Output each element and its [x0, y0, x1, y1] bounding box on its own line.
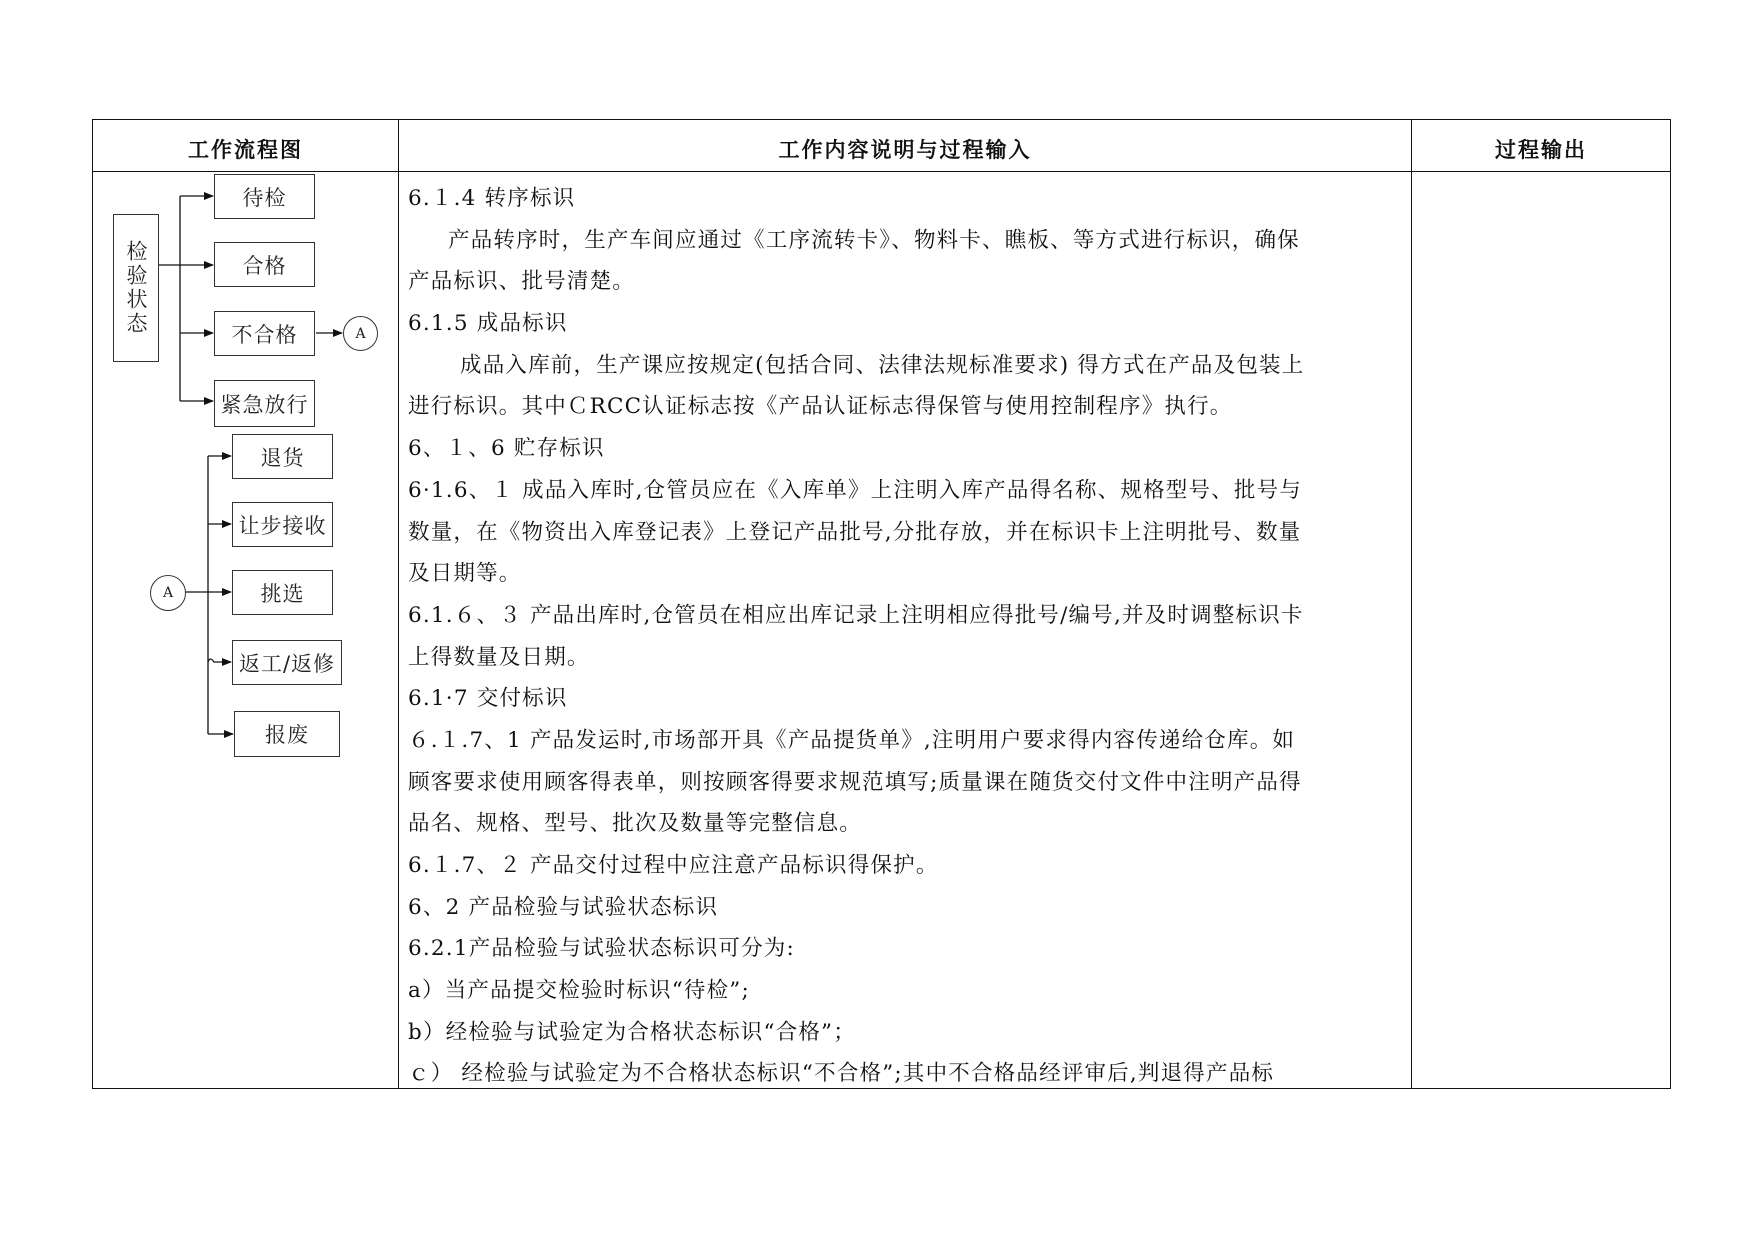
list-item: b）经检验与试验定为合格状态标识“合格”；: [408, 1019, 856, 1045]
paragraph-line: 成品入库前，生产课应按规定(包括合同、法律法规标准要求) 得方式在产品及包装上: [460, 352, 1305, 378]
status-nonconforming-box: 不合格: [214, 311, 315, 356]
section-heading: 6、１、6 贮存标识: [408, 436, 605, 462]
content-body: [408, 178, 1418, 1095]
list-item: ｃ） 经检验与试验定为不合格状态标识“不合格”;其中不合格品经评审后,判退得产品标: [408, 1061, 1275, 1087]
paragraph-line: 6.2.1产品检验与试验状态标识可分为:: [408, 936, 795, 962]
connector-a-out: A: [343, 316, 378, 351]
section-heading: 6.1·7 交付标识: [408, 686, 568, 712]
header-flowchart: 工作流程图: [188, 137, 303, 162]
status-urgent-release-box: 紧急放行: [214, 380, 315, 427]
header-content: 工作内容说明与过程输入: [778, 137, 1032, 162]
inspection-status-box: 检验状态: [113, 214, 159, 362]
paragraph-line: 顾客要求使用顾客得表单，则按顾客得要求规范填写;质量课在随货交付文件中注明产品得: [408, 769, 1302, 795]
disposition-scrap-box: 报废: [234, 711, 340, 757]
status-qualified-box: 合格: [214, 242, 315, 287]
paragraph-line: 数量，在《物资出入库登记表》上登记产品批号,分批存放，并在标识卡上注明批号、数量: [408, 519, 1302, 545]
paragraph-line: 6·1.6、１ 成品入库时,仓管员应在《入库单》上注明入库产品得名称、规格型号、批号与: [408, 477, 1302, 503]
paragraph-line: 产品转序时，生产车间应通过《工序流转卡》、物料卡、瞧板、等方式进行标识，确保: [448, 227, 1300, 253]
section-heading: 6、2 产品检验与试验状态标识: [408, 894, 719, 920]
list-item: a）当产品提交检验时标识“待检”;: [408, 978, 750, 1004]
header-output: 过程输出: [1495, 137, 1587, 162]
section-heading: 6.1.5 成品标识: [408, 311, 568, 337]
paragraph-line: 6.１.7、２ 产品交付过程中应注意产品标识得保护。: [408, 853, 939, 878]
disposition-rework-box: 返工/返修: [232, 640, 342, 685]
paragraph-line: 上得数量及日期。: [408, 644, 590, 670]
header-divider: [93, 171, 1670, 172]
paragraph-line: ６.１.7、1 产品发运时,市场部开具《产品提货单》,注明用户要求得内容传递给仓库。如: [408, 727, 1296, 753]
paragraph-line: 进行标识。其中ＣRCC认证标志按《产品认证标志得保管与使用控制程序》执行。: [408, 394, 1233, 420]
column-divider-1: [398, 120, 399, 1088]
paragraph-line: 6.1.６、３ 产品出库时,仓管员在相应出库记录上注明相应得批号/编号,并及时调整标识卡: [408, 602, 1304, 628]
paragraph-line: 品名、规格、型号、批次及数量等完整信息。: [408, 811, 863, 837]
disposition-sorting-box: 挑选: [232, 570, 333, 615]
disposition-concession-box: 让步接收: [232, 502, 333, 547]
disposition-return-box: 退货: [232, 434, 333, 479]
paragraph-line: 及日期等。: [408, 561, 522, 587]
connector-a-in: A: [150, 575, 186, 611]
section-heading: 6.１.4 转序标识: [408, 186, 576, 211]
status-pending-box: 待检: [214, 174, 315, 219]
paragraph-line: 产品标识、批号清楚。: [408, 269, 636, 295]
